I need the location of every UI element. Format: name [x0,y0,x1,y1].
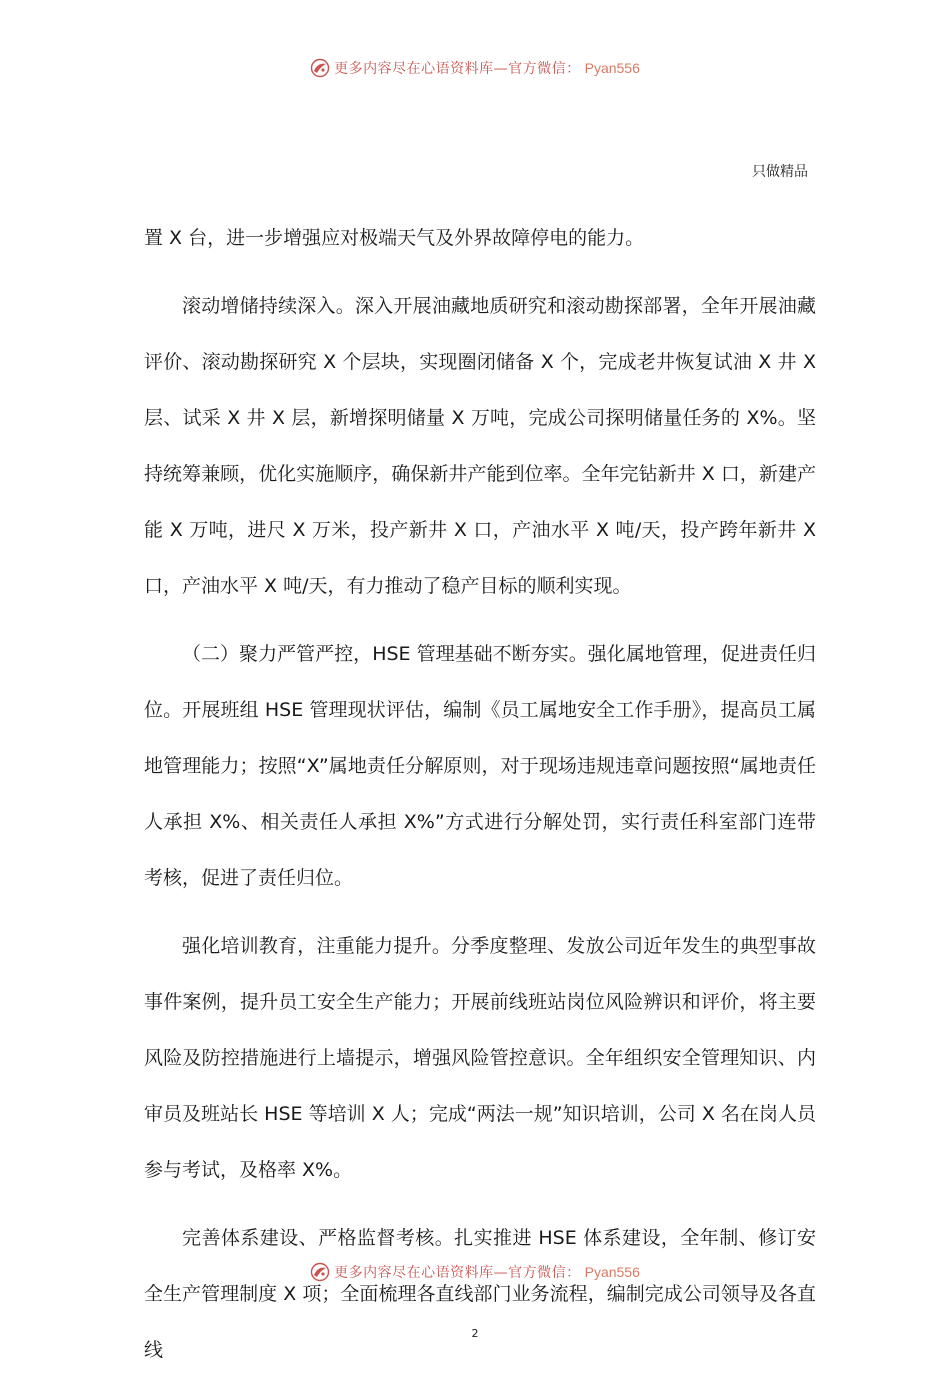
watermark-wechat-id: Pyan556 [584,1264,640,1280]
header-note: 只做精品 [752,164,808,180]
page-number: 2 [471,1327,479,1340]
paragraph-reserves: 滚动增储持续深入。深入开展油藏地质研究和滚动勘探部署，全年开展油藏评价、滚动勘探研究 X 个层块，实现圈闭储备 X 个，完成老井恢复试油 X 井 X 层、试采 X 井 X 层，新增探明储量 X 万吨，完成公司探明储量任务的 X%。坚持统筹兼顾，优化实施顺序，确保新井产能到位率。全年完钻新井 X 口，新建产能 X 万吨，进尺 X 万米，投产新井 X 口，产油水平 X 吨/天，投产跨年新井 X 口，产油水平 X 吨/天，有力推动了稳产目标的顺利实现。 [144,295,816,597]
watermark-wechat-id: Pyan556 [584,60,640,76]
watermark-banner-top [0,58,950,78]
paragraph-system-building: 完善体系建设、严格监督考核。扎实推进 HSE 体系建设，全年制、修订安全生产管理制度 X 项；全面梳理各直线部门业务流程，编制完成公司领导及各直线 [144,1227,816,1361]
watermark-banner-bottom [0,1262,950,1282]
watermark-text: 更多内容尽在心语资料库—官方微信： [334,1265,581,1281]
document-body [144,210,816,1378]
paragraph-training: 强化培训教育，注重能力提升。分季度整理、发放公司近年发生的典型事故事件案例，提升员工安全生产能力；开展前线班站岗位风险辨识和评价，将主要风险及防控措施进行上墙提示，增强风险管控意识。全年组织安全管理知识、内审员及班站长 HSE 等培训 X 人；完成“两法一规”知识培训，公司 X 名在岗人员参与考试，及格率 X%。 [144,935,816,1181]
watermark-text: 更多内容尽在心语资料库—官方微信： [334,61,581,77]
watermark-logo-icon [310,58,330,78]
watermark-logo-icon [310,1262,330,1282]
paragraph-continuation: 置 X 台，进一步增强应对极端天气及外界故障停电的能力。 [144,227,645,249]
paragraph-hse-management: （二）聚力严管严控，HSE 管理基础不断夯实。强化属地管理，促进责任归位。开展班组 HSE 管理现状评估，编制《员工属地安全工作手册》，提高员工属地管理能力；按照“X”属地责任分解原则，对于现场违规违章问题按照“属地责任人承担 X%、相关责任人承担 X%”方式进行分解处罚，实行责任科室部门连带考核，促进了责任归位。 [144,643,816,889]
